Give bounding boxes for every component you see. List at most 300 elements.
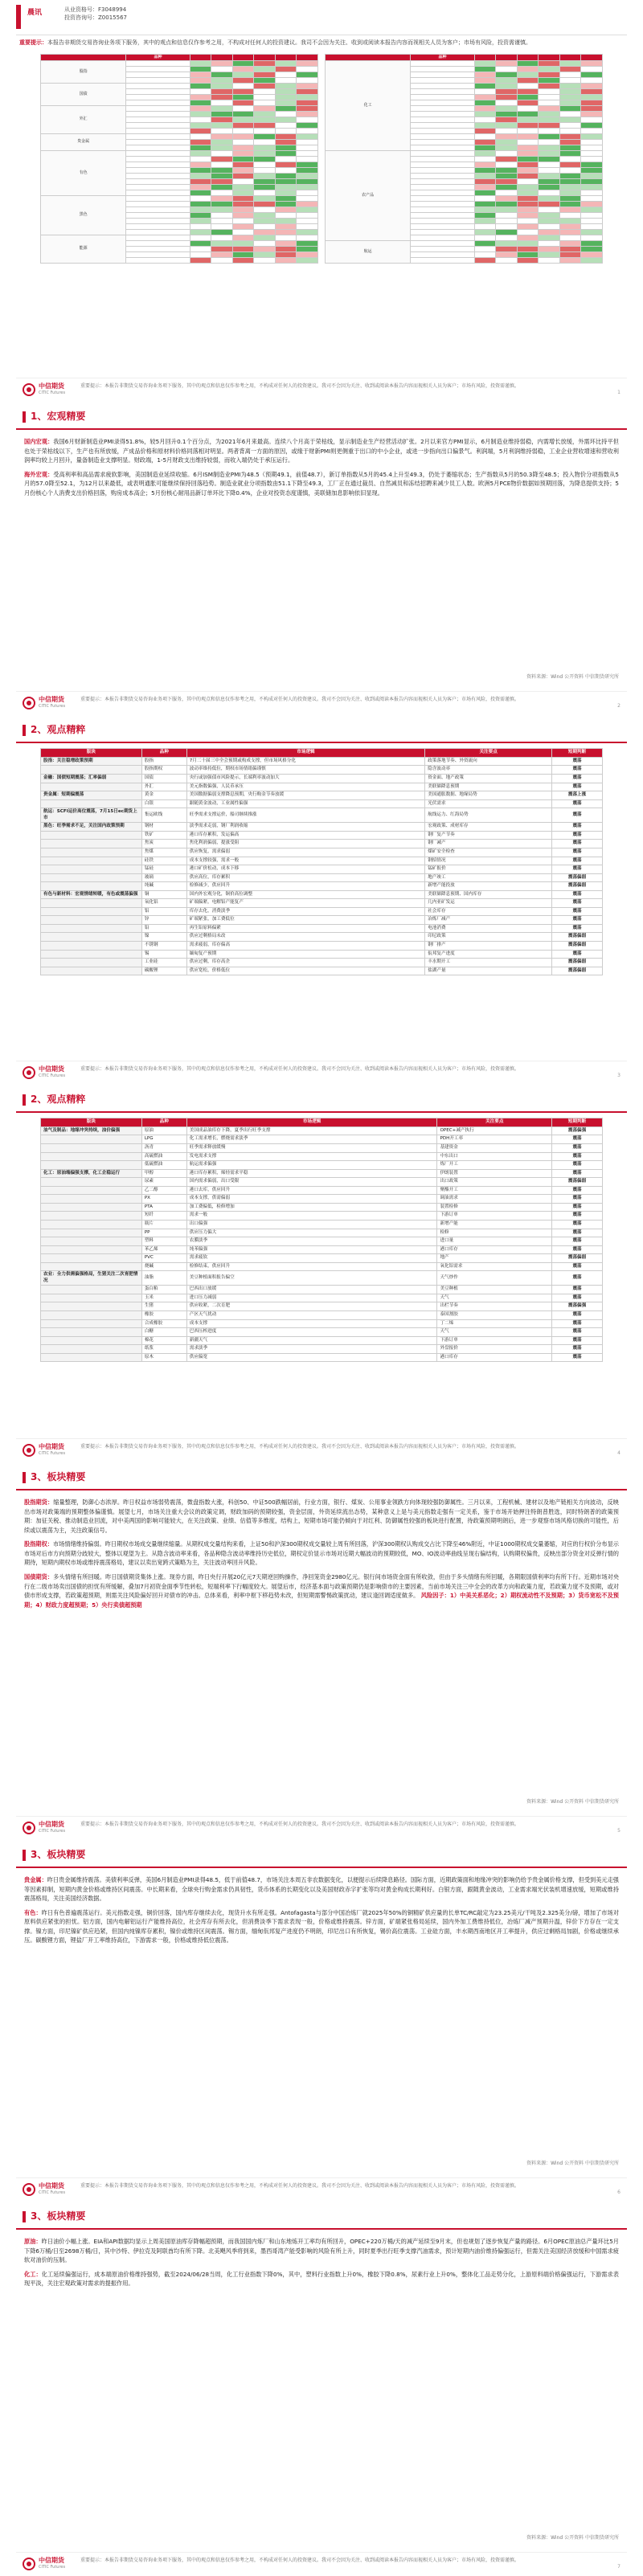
table-cell (581, 156, 603, 162)
notice-text: 本报告非期货交易咨询业务项下服务，其中的观点和信息仅作参考之用，不构成对任何人的投资建议。我司不会因为关注、收到或阅读本报告内容而视相关人员为客户；市场有风险，投资需谨慎。 (47, 39, 531, 46)
variety-cell: 工业硅 (141, 959, 186, 967)
logic-cell: 美国成品油库存下降，夏季出行旺季支撑 (186, 1126, 437, 1135)
table-cell (411, 240, 475, 246)
table-row (41, 967, 603, 975)
table-cell (211, 223, 233, 229)
table-cell (517, 212, 539, 218)
table-cell (559, 72, 581, 77)
table-row (41, 1186, 603, 1195)
table-cell (275, 139, 297, 145)
sector-cell (41, 1220, 142, 1229)
table-row (41, 757, 603, 766)
judgement-cell: 震荡 (552, 1328, 603, 1337)
table-cell (517, 218, 539, 223)
table-cell (297, 212, 318, 218)
focus-cell: 下游订单 (437, 1336, 552, 1345)
table-cell (559, 251, 581, 257)
table-cell (275, 88, 297, 94)
table-cell (474, 173, 496, 178)
slide-sector-3 (16, 2202, 627, 2576)
sector-cell (41, 840, 142, 848)
table-cell (126, 178, 190, 184)
table-cell (581, 105, 603, 111)
table-cell (275, 212, 297, 218)
license-info (64, 6, 127, 22)
table-row (41, 235, 318, 240)
table-row (41, 1302, 603, 1311)
column-header (190, 54, 211, 60)
table-cell (581, 122, 603, 128)
table-cell (211, 218, 233, 223)
column-header: 短期判断 (552, 749, 603, 758)
table-cell (275, 100, 297, 105)
table-row (41, 783, 603, 791)
table-cell (581, 139, 603, 145)
table-cell (254, 195, 276, 201)
sector-cell (41, 1262, 142, 1271)
index-para (16, 1495, 627, 1537)
table-cell (126, 139, 190, 145)
focus-cell: 美联储降息预期 (425, 783, 552, 791)
table-cell (126, 195, 190, 201)
table-cell (126, 60, 190, 66)
table-row (41, 924, 603, 933)
table-cell (474, 150, 496, 156)
table-cell (474, 117, 496, 122)
table-cell (411, 218, 475, 223)
slide-views-2 (16, 1085, 627, 1462)
table-row (326, 150, 603, 156)
table-cell (517, 72, 539, 77)
table-cell (211, 117, 233, 122)
table-cell (190, 100, 211, 105)
logic-cell: 供应收紧，二次育肥 (186, 1302, 437, 1311)
title-bar (23, 1472, 26, 1483)
sector-cell: 有色与新材料：宏观情绪转暖，有色或震荡偏强 (41, 890, 142, 899)
brand-cn: 中信期货 (39, 382, 64, 390)
table-cell (254, 117, 276, 122)
table-cell (297, 150, 318, 156)
table-cell (539, 223, 560, 229)
table-cell (254, 150, 276, 156)
brand-cn: 中信期货 (39, 1821, 64, 1828)
table-row (41, 907, 603, 916)
table-cell (126, 229, 190, 235)
domestic-text: 我国6月财新制造业PMI录得51.8%，较5月回升0.1个百分点，为2021年6月来最高。连续八个月高于荣枯线，显示制造业生产经营活动扩张。2月以来官方PMI显示，6月制造业维持弱稳，内需增长放缓，外需环比持平但也处于荣枯线以下，生产也有所放缓，产成品价格和原材料价格同落相对明显。两者背离一方面的原因，或缘于财新PMI则更侧重于出口的中小企业，或进一步指向出口偏景气。利润端，5月利润维持弱稳，工业企业营收增速和营收利润率均较上月回升，量备制造业支撑明显。财政端，1-5月财政支出维持较弱，而收入端仍处于承压运行。 (24, 438, 619, 464)
table-cell (517, 201, 539, 206)
group-label: 农产品 (326, 150, 411, 240)
table-cell (496, 184, 518, 190)
table-cell (581, 246, 603, 251)
table-row (41, 1286, 603, 1294)
table-cell (232, 178, 254, 184)
table-cell (190, 156, 211, 162)
table-cell (474, 139, 496, 145)
table-cell (211, 150, 233, 156)
table-cell (539, 235, 560, 240)
table-cell (232, 201, 254, 206)
table-cell (581, 240, 603, 246)
table-cell (559, 94, 581, 100)
group-label: 航运 (326, 240, 411, 263)
judgement-cell: 震荡偏弱 (552, 873, 603, 882)
table-cell (581, 173, 603, 178)
table-cell (539, 122, 560, 128)
judgement-cell: 震荡 (552, 1294, 603, 1302)
table-cell (190, 105, 211, 111)
table-cell (126, 150, 190, 156)
table-cell (411, 195, 475, 201)
focus-cell: 电池消费 (425, 924, 552, 933)
table-row (41, 1144, 603, 1153)
table-cell (411, 133, 475, 139)
variety-cell: 白银 (141, 799, 186, 808)
table-cell (559, 122, 581, 128)
judgement-cell: 震荡 (552, 950, 603, 959)
table-cell (496, 139, 518, 145)
oil-para (16, 2235, 627, 2267)
table-cell (275, 105, 297, 111)
variety-cell: 锡 (141, 950, 186, 959)
footer-brand (23, 383, 65, 396)
brand-en: CITIC Futures (39, 703, 66, 709)
table-cell (539, 128, 560, 133)
table-cell (275, 133, 297, 139)
table-cell (297, 77, 318, 83)
judgement-cell: 震荡 (552, 757, 603, 766)
table-cell (474, 66, 496, 72)
table-cell (126, 190, 190, 195)
table-cell (232, 100, 254, 105)
judgement-cell: 震荡 (552, 1345, 603, 1354)
table-cell (232, 117, 254, 122)
table-cell (297, 156, 318, 162)
table-cell (275, 257, 297, 263)
table-cell (474, 60, 496, 66)
table-cell (411, 184, 475, 190)
table-cell (254, 218, 276, 223)
judgement-cell: 震荡偏弱 (552, 1254, 603, 1263)
logic-cell: 化工需求增长，燃烧需求淡季 (186, 1135, 437, 1144)
title-bar (23, 725, 26, 736)
table-cell (539, 150, 560, 156)
sector-cell: 金融：国债短期震荡；汇率偏弱 (41, 775, 142, 783)
sector-cell (41, 941, 142, 950)
logic-cell: 需求疲软 (186, 1254, 437, 1263)
table-cell (496, 88, 518, 94)
table-cell (232, 145, 254, 150)
focus-cell: 泰国割胶 (437, 1310, 552, 1319)
table-cell (581, 117, 603, 122)
table-row (41, 1294, 603, 1302)
table-cell (411, 212, 475, 218)
table-cell (232, 229, 254, 235)
table-cell (190, 257, 211, 263)
variety-cell: 纸浆 (141, 1345, 186, 1354)
table-cell (211, 195, 233, 201)
table-cell (517, 150, 539, 156)
judgement-cell: 震荡 (552, 899, 603, 908)
table-cell (559, 235, 581, 240)
table-row (41, 791, 603, 800)
table-cell (411, 257, 475, 263)
table-cell (581, 77, 603, 83)
table-cell (411, 128, 475, 133)
table-cell (190, 162, 211, 167)
table-cell (232, 133, 254, 139)
table-cell (190, 83, 211, 88)
table-cell (190, 133, 211, 139)
sector-cell (41, 1245, 142, 1254)
table-cell (539, 139, 560, 145)
logic-cell: 农膜淡季 (186, 1237, 437, 1246)
variety-cell: 铝 (141, 907, 186, 916)
judgement-cell: 震荡 (552, 1310, 603, 1319)
views-title: 2、观点精粹 (31, 724, 86, 735)
brand-en: CITIC Futures (39, 390, 66, 395)
focus-cell: 聚酯开工 (437, 1186, 552, 1195)
column-header (297, 54, 318, 60)
table-cell (254, 128, 276, 133)
table-cell (254, 77, 276, 83)
sector-cell: 化工：原油端偏强支撑，化工企稳运行 (41, 1169, 142, 1178)
table-cell (254, 251, 276, 257)
table-cell (297, 100, 318, 105)
table-cell (539, 83, 560, 88)
table-cell (539, 257, 560, 263)
sector-cell (41, 933, 142, 942)
page-header (16, 0, 627, 35)
table-cell (474, 201, 496, 206)
table-cell (411, 111, 475, 117)
table-cell (581, 150, 603, 156)
table-cell (539, 190, 560, 195)
page-footer (16, 1816, 627, 1840)
table-cell (559, 156, 581, 162)
page-number: 7 (617, 2564, 620, 2570)
table-cell (559, 133, 581, 139)
table-cell (126, 212, 190, 218)
table-cell (254, 133, 276, 139)
judgement-cell: 震荡 (552, 1152, 603, 1161)
table-cell (517, 162, 539, 167)
citic-logo-icon (23, 1822, 35, 1834)
license-1: 从业资格号：F3048994 (64, 6, 127, 13)
sector-cell (41, 959, 142, 967)
table-cell (539, 184, 560, 190)
variety-cell: 焦煤 (141, 848, 186, 857)
table-cell (496, 218, 518, 223)
table-cell (211, 105, 233, 111)
judgement-cell: 震荡 (552, 916, 603, 925)
logic-cell: 供应高位，库存累积 (186, 873, 424, 882)
nonferrous-para (16, 1906, 627, 1948)
table-cell (254, 105, 276, 111)
judgement-cell: 震荡 (552, 1336, 603, 1345)
table-cell (275, 173, 297, 178)
focus-cell: 钢厂复产节奏 (425, 831, 552, 840)
table-cell (275, 235, 297, 240)
table-cell (411, 206, 475, 212)
table-cell (496, 167, 518, 173)
table-cell (517, 257, 539, 263)
brand-cn: 中信期货 (39, 1065, 64, 1073)
table-cell (126, 111, 190, 117)
table-cell (190, 150, 211, 156)
variety-cell: 棉花 (141, 1336, 186, 1345)
bond-para (16, 1570, 627, 1612)
table-cell (411, 100, 475, 105)
table-row (41, 933, 603, 942)
table-cell (211, 72, 233, 77)
table-row (41, 857, 603, 865)
table-cell (232, 190, 254, 195)
variety-cell: 外汇 (141, 783, 186, 791)
table-cell (539, 173, 560, 178)
table-cell (126, 223, 190, 229)
variety-cell: PTA (141, 1203, 186, 1212)
brand-bar (16, 5, 21, 29)
sector-cell (41, 967, 142, 975)
table-row (41, 1229, 603, 1237)
table-cell (275, 251, 297, 257)
table-cell (211, 190, 233, 195)
table-cell (474, 218, 496, 223)
notice-label: 重要提示： (19, 39, 47, 46)
table-cell (539, 72, 560, 77)
table-cell (232, 150, 254, 156)
table-cell (474, 105, 496, 111)
table-cell (559, 173, 581, 178)
table-cell (211, 246, 233, 251)
page-footer (16, 378, 627, 402)
judgement-cell: 震荡 (552, 1144, 603, 1153)
variety-cell: 高硫燃油 (141, 1152, 186, 1161)
table-cell (126, 77, 190, 83)
judgement-cell: 震荡 (552, 783, 603, 791)
table-cell (496, 111, 518, 117)
table-cell (559, 150, 581, 156)
table-cell (474, 111, 496, 117)
table-cell (297, 88, 318, 94)
table-cell (517, 206, 539, 212)
focus-cell: 锰矿报价 (425, 865, 552, 874)
table-cell (474, 100, 496, 105)
table-cell (581, 88, 603, 94)
table-cell (190, 60, 211, 66)
sector-cell (41, 1152, 142, 1161)
table-cell (254, 72, 276, 77)
brand-cn: 中信期货 (39, 2182, 64, 2190)
table-cell (190, 235, 211, 240)
judgement-cell: 震荡 (552, 1135, 603, 1144)
table-cell (126, 235, 190, 240)
table-cell (190, 246, 211, 251)
table-cell (275, 150, 297, 156)
column-header (275, 54, 297, 60)
sector-cell (41, 950, 142, 959)
table-cell (275, 72, 297, 77)
footer-disclaimer: 重要提示：本报告非期货交易咨询业务项下服务，其中的观点和信息仅作参考之用，不构成对任何人的投资建议。我司不会因为关注、收到或阅读本报告内容而视相关人员为客户；市场有风险，投资需谨慎。 (80, 1066, 520, 1072)
variety-cell: 硅铁 (141, 857, 186, 865)
focus-cell: 钢招情况 (425, 857, 552, 865)
group-label: 黑色 (41, 195, 126, 235)
judgement-cell: 震荡 (552, 1186, 603, 1195)
table-cell (496, 66, 518, 72)
table-cell (559, 128, 581, 133)
judgement-cell: 震荡 (552, 775, 603, 783)
table-cell (581, 94, 603, 100)
logic-cell: 需求疲弱，库存偏高 (186, 941, 424, 950)
table-cell (581, 218, 603, 223)
table-cell (559, 223, 581, 229)
table-cell (232, 184, 254, 190)
variety-cell: PX (141, 1195, 186, 1204)
logic-cell: 供应宽松，价格低位 (186, 967, 424, 975)
table-row (41, 823, 603, 832)
table-cell (411, 60, 475, 66)
table-row (41, 1254, 603, 1263)
logic-cell: 供应压力偏大 (186, 1229, 437, 1237)
table-cell (581, 133, 603, 139)
table-cell (275, 122, 297, 128)
group-label: 国债 (41, 83, 126, 105)
table-cell (190, 251, 211, 257)
table-cell (232, 218, 254, 223)
focus-cell: 装置检修 (437, 1203, 552, 1212)
table-cell (581, 145, 603, 150)
judgement-cell: 震荡 (552, 924, 603, 933)
table-cell (496, 173, 518, 178)
sector-cell: 油气及制品：地缘冲突持续，油价偏强 (41, 1126, 142, 1135)
table-row (41, 1135, 603, 1144)
table-cell (581, 235, 603, 240)
table-cell (539, 229, 560, 235)
table-cell (539, 133, 560, 139)
table-cell (190, 178, 211, 184)
table-cell (411, 145, 475, 150)
table-cell (275, 223, 297, 229)
column-header (539, 54, 560, 60)
table-cell (474, 133, 496, 139)
table-cell (517, 77, 539, 83)
focus-cell: 冶炼厂减产 (425, 916, 552, 925)
column-header: 品种 (411, 54, 475, 60)
variety-cell: 甲醇 (141, 1169, 186, 1178)
table-cell (517, 117, 539, 122)
table-row (41, 808, 603, 823)
logic-cell: 港口去库，供应回升 (186, 1186, 437, 1195)
table-cell (297, 173, 318, 178)
table-cell (411, 235, 475, 240)
table-cell (232, 83, 254, 88)
title-bar (23, 2211, 26, 2222)
logic-cell: 发电需求支撑 (186, 1152, 437, 1161)
table-cell (539, 100, 560, 105)
sector-cell (41, 1353, 142, 1362)
judgement-cell: 震荡 (552, 808, 603, 823)
table-cell (275, 94, 297, 100)
table-cell (126, 206, 190, 212)
table-cell (126, 218, 190, 223)
table-cell (559, 60, 581, 66)
table-header-row (41, 54, 318, 60)
table-cell (126, 173, 190, 178)
variety-cell: 原木 (141, 1353, 186, 1362)
footer-disclaimer: 重要提示：本报告非期货交易咨询业务项下服务，其中的观点和信息仅作参考之用，不构成对任何人的投资建议。我司不会因为关注、收到或阅读本报告内容而视相关人员为客户；市场有风险，投资需谨慎。 (80, 1822, 520, 1827)
table-cell (190, 117, 211, 122)
table-cell (474, 128, 496, 133)
